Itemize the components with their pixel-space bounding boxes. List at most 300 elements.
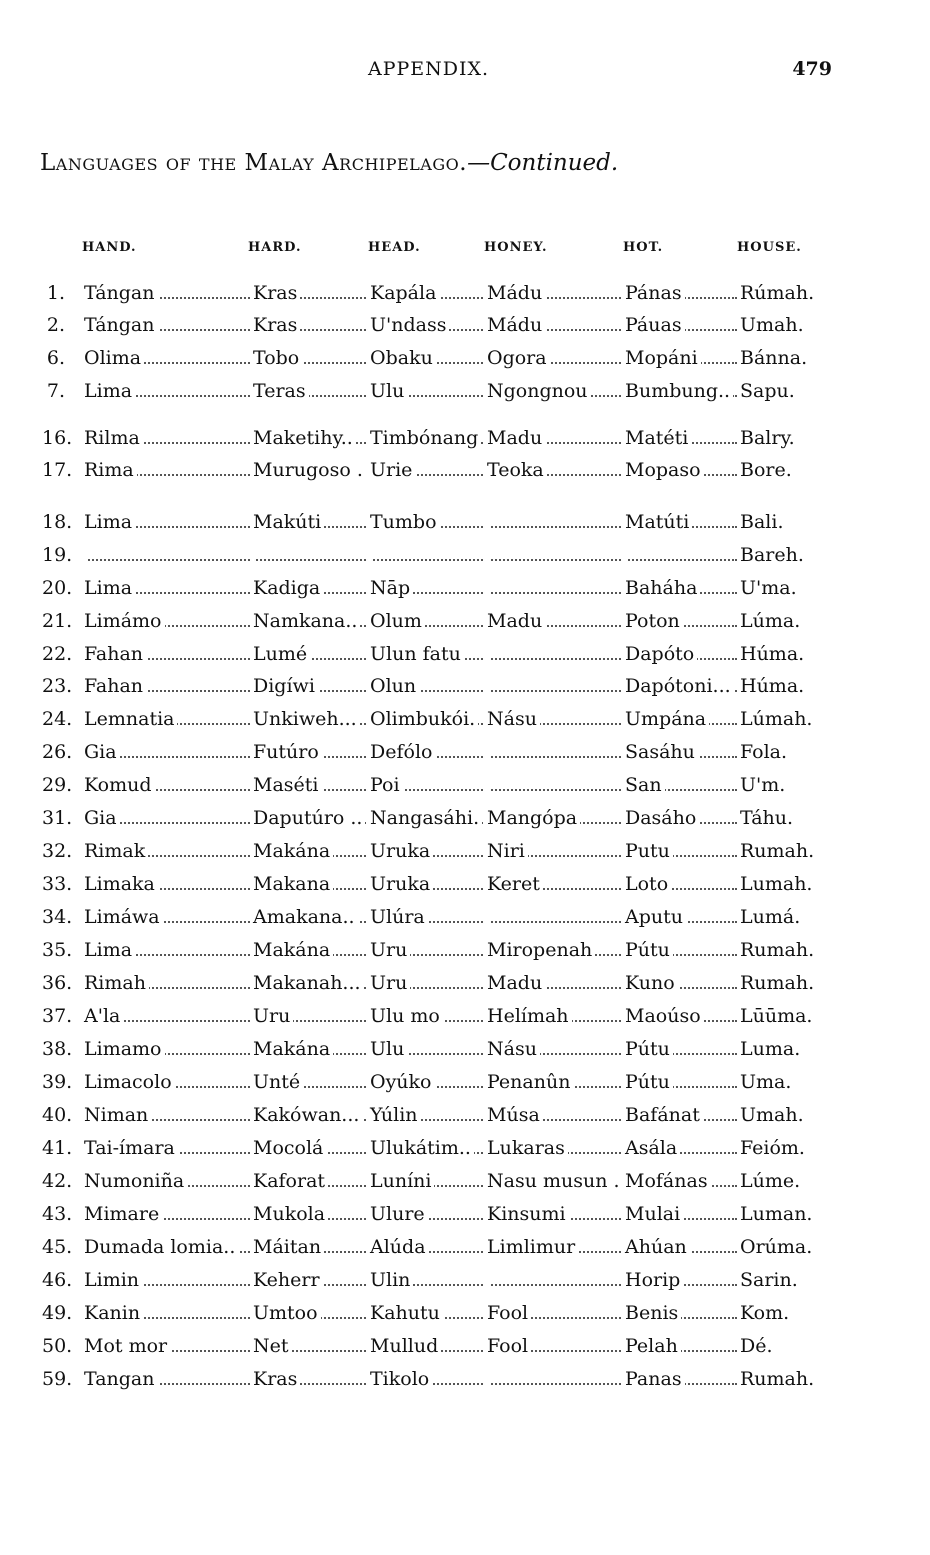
cell-head-text: Uru: [370, 939, 410, 961]
cell-house: [740, 1067, 850, 1097]
cell-hand: [84, 737, 252, 767]
cell-honey-text: [487, 1368, 490, 1390]
row-number: [42, 869, 73, 899]
row-number-text: 18.: [42, 511, 75, 533]
cell-honey: [487, 1166, 623, 1196]
cell-head-text: U'ndass: [370, 314, 449, 336]
table-row: [0, 671, 930, 701]
row-number: [42, 935, 73, 965]
cell-honey-text: Madu: [487, 610, 545, 632]
cell-hand: [84, 455, 252, 485]
cell-hand-text: Tángan: [84, 282, 158, 304]
cell-honey: [487, 869, 623, 899]
cell-hard: [253, 1199, 368, 1229]
cell-hot-text: Asála: [625, 1137, 680, 1159]
cell-hand-text: Lemnatia: [84, 708, 177, 730]
cell-head-text: Ulu: [370, 1038, 407, 1060]
cell-honey-text: [487, 643, 490, 665]
cell-hard: [253, 902, 368, 932]
row-number-text: 41.: [42, 1137, 75, 1159]
cell-hot-text: Mopaso: [625, 459, 704, 481]
cell-hot: [625, 1331, 739, 1361]
cell-hand: [84, 1067, 252, 1097]
cell-hot: [625, 573, 739, 603]
row-number-text: 34.: [42, 906, 75, 928]
cell-honey-text: Kinsumi: [487, 1203, 569, 1225]
table-row: [0, 1232, 930, 1262]
cell-house: [740, 803, 850, 833]
cell-hot: [625, 1265, 739, 1295]
cell-house-text: Bore.: [740, 459, 795, 481]
cell-head-text: Uruka: [370, 873, 433, 895]
cell-hard: [253, 803, 368, 833]
cell-hard: [253, 1133, 368, 1163]
cell-hard: [253, 671, 368, 701]
row-number: [42, 902, 73, 932]
cell-hard-text: Máitan: [253, 1236, 324, 1258]
cell-hand-text: Tai-ímara: [84, 1137, 178, 1159]
cell-hard: [253, 343, 368, 373]
cell-hard: [253, 573, 368, 603]
cell-hot: [625, 1001, 739, 1031]
cell-hard-text: Makúti: [253, 511, 324, 533]
cell-honey-text: Mádu: [487, 314, 545, 336]
cell-hot: [625, 704, 739, 734]
row-number: [42, 455, 73, 485]
row-number: [42, 1166, 73, 1196]
row-number-text: 35.: [42, 939, 75, 961]
cell-house-text: Rumah.: [740, 1368, 817, 1390]
cell-head: [370, 1232, 485, 1262]
cell-hot-text: Poton: [625, 610, 683, 632]
cell-hard-text: Keherr: [253, 1269, 323, 1291]
cell-honey: [487, 1364, 623, 1394]
cell-honey: [487, 639, 623, 669]
cell-hand: [84, 376, 252, 406]
cell-hot-text: Dapóto: [625, 643, 697, 665]
cell-hand-text: Fahan: [84, 643, 146, 665]
cell-hot-text: Mofánas: [625, 1170, 711, 1192]
cell-house-text: Bareh.: [740, 544, 807, 566]
table-row: [0, 507, 930, 537]
cell-head-text: Olun: [370, 675, 419, 697]
cell-honey: [487, 1265, 623, 1295]
cell-hot: [625, 869, 739, 899]
row-number: [42, 1034, 73, 1064]
cell-hot: [625, 968, 739, 998]
cell-hot: [625, 310, 739, 340]
cell-hard: [253, 1166, 368, 1196]
row-number: [42, 1133, 73, 1163]
cell-honey: [487, 423, 623, 453]
cell-hand-text: Mimare: [84, 1203, 162, 1225]
cell-hot-text: Maoúso: [625, 1005, 704, 1027]
cell-hot: [625, 423, 739, 453]
cell-head: [370, 310, 485, 340]
cell-hand-text: Fahan: [84, 675, 146, 697]
cell-house-text: Táhu.: [740, 807, 796, 829]
column-header-honey: HONEY.: [484, 240, 548, 255]
cell-hot-text: Mulai: [625, 1203, 683, 1225]
cell-house-text: Bánna.: [740, 347, 810, 369]
table-row: [0, 869, 930, 899]
cell-head: [370, 1001, 485, 1031]
cell-honey-text: [487, 577, 490, 599]
cell-head: [370, 1034, 485, 1064]
cell-house-text: Lumá.: [740, 906, 803, 928]
cell-honey-text: Teoka: [487, 459, 547, 481]
cell-honey: [487, 455, 623, 485]
table-row: [0, 1331, 930, 1361]
cell-hand: [84, 423, 252, 453]
cell-hand-text: Mot mor: [84, 1335, 170, 1357]
table-row: [0, 310, 930, 340]
cell-hot-text: Matéti: [625, 427, 691, 449]
cell-head: [370, 278, 485, 308]
cell-honey: [487, 606, 623, 636]
cell-hard-text: Futúro: [253, 741, 322, 763]
cell-hard: [253, 869, 368, 899]
cell-house: [740, 423, 850, 453]
cell-hand: [84, 1265, 252, 1295]
cell-honey-text: Madu: [487, 427, 545, 449]
cell-hard-text: Kras: [253, 1368, 300, 1390]
cell-hand: [84, 507, 252, 537]
row-number-text: 1.: [47, 282, 68, 304]
cell-house-text: Rumah.: [740, 939, 817, 961]
cell-hot: [625, 1133, 739, 1163]
row-number: [42, 343, 68, 373]
cell-head: [370, 671, 485, 701]
cell-head-text: Kahutu: [370, 1302, 443, 1324]
row-number: [42, 1298, 73, 1328]
cell-head-text: Ulin: [370, 1269, 413, 1291]
cell-honey: [487, 1199, 623, 1229]
cell-hard: [253, 1100, 368, 1130]
cell-hard: [253, 1331, 368, 1361]
cell-honey-text: Músa: [487, 1104, 543, 1126]
row-number: [42, 704, 73, 734]
cell-head-text: Yúlin: [370, 1104, 421, 1126]
cell-hand-text: Dumada lomia..: [84, 1236, 238, 1258]
cell-hard-text: Umtoo: [253, 1302, 321, 1324]
cell-house: [740, 1364, 850, 1394]
row-number: [42, 1100, 73, 1130]
cell-honey: [487, 803, 623, 833]
cell-hot-text: Kuno: [625, 972, 678, 994]
cell-honey-text: Helímah: [487, 1005, 572, 1027]
cell-head-text: Ulukátim..: [370, 1137, 474, 1159]
cell-hot-text: Aputu: [625, 906, 686, 928]
cell-head-text: Nāp: [370, 577, 413, 599]
cell-head: [370, 1133, 485, 1163]
cell-honey-text: [487, 774, 490, 796]
cell-hot: [625, 1364, 739, 1394]
cell-house: [740, 869, 850, 899]
cell-head: [370, 1199, 485, 1229]
cell-hard-text: Kras: [253, 314, 300, 336]
cell-house: [740, 1199, 850, 1229]
cell-hand: [84, 968, 252, 998]
cell-hard: [253, 606, 368, 636]
cell-hand: [84, 343, 252, 373]
cell-hot-text: Ahúan: [625, 1236, 690, 1258]
running-head: [0, 58, 930, 84]
cell-house-text: Dé.: [740, 1335, 776, 1357]
cell-hand: [84, 935, 252, 965]
page-number: 479: [792, 58, 832, 80]
cell-hard: [253, 704, 368, 734]
table-row: [0, 737, 930, 767]
row-number-text: 45.: [42, 1236, 75, 1258]
cell-house: [740, 671, 850, 701]
cell-hand: [84, 1034, 252, 1064]
cell-hot-text: Dapótoni...: [625, 675, 734, 697]
cell-hot-text: Horip: [625, 1269, 683, 1291]
cell-honey: [487, 1067, 623, 1097]
cell-hard-text: Lumé: [253, 643, 310, 665]
cell-head: [370, 1265, 485, 1295]
table-row: [0, 1133, 930, 1163]
cell-head: [370, 1067, 485, 1097]
cell-head: [370, 606, 485, 636]
cell-house: [740, 1034, 850, 1064]
cell-hard: [253, 935, 368, 965]
cell-house: [740, 1265, 850, 1295]
cell-head: [370, 704, 485, 734]
cell-hard-text: Namkana..: [253, 610, 360, 632]
row-number: [42, 310, 68, 340]
cell-hand-text: Tangan: [84, 1368, 158, 1390]
cell-hard: [253, 310, 368, 340]
cell-honey-text: [487, 544, 490, 566]
cell-house-text: Feióm.: [740, 1137, 808, 1159]
cell-hand-text: [84, 544, 87, 566]
cell-house-text: Sarin.: [740, 1269, 801, 1291]
cell-hot: [625, 343, 739, 373]
cell-hot: [625, 455, 739, 485]
cell-honey-text: Ogora: [487, 347, 550, 369]
cell-hand-text: Kanin: [84, 1302, 143, 1324]
cell-hot: [625, 1067, 739, 1097]
cell-hand-text: Limámo: [84, 610, 165, 632]
cell-hand-text: Niman: [84, 1104, 151, 1126]
cell-honey: [487, 968, 623, 998]
row-number-text: 33.: [42, 873, 75, 895]
table-row: [0, 902, 930, 932]
row-number: [42, 639, 73, 669]
cell-head: [370, 540, 485, 570]
row-number: [42, 376, 68, 406]
row-number: [42, 1067, 73, 1097]
cell-honey-text: [487, 906, 490, 928]
cell-head-text: Oyúko: [370, 1071, 435, 1093]
cell-hand: [84, 1364, 252, 1394]
cell-hand-text: Rilma: [84, 427, 143, 449]
row-number-text: 39.: [42, 1071, 75, 1093]
cell-hard: [253, 1067, 368, 1097]
cell-honey: [487, 836, 623, 866]
cell-head-text: Urie: [370, 459, 415, 481]
cell-hard-text: Tobo: [253, 347, 302, 369]
cell-honey: [487, 1001, 623, 1031]
table-row: [0, 573, 930, 603]
cell-house: [740, 704, 850, 734]
cell-head-text: Ulu: [370, 380, 407, 402]
cell-head-text: Kapála: [370, 282, 439, 304]
cell-hot: [625, 902, 739, 932]
cell-house-text: Fola.: [740, 741, 790, 763]
cell-hot-text: Pelah: [625, 1335, 681, 1357]
cell-hard: [253, 1364, 368, 1394]
cell-hot-text: San: [625, 774, 665, 796]
cell-hard-text: Makána: [253, 840, 333, 862]
cell-house: [740, 606, 850, 636]
cell-head: [370, 803, 485, 833]
row-number-text: 19.: [42, 544, 75, 566]
cell-honey-text: Fool: [487, 1335, 531, 1357]
cell-hot: [625, 1232, 739, 1262]
cell-honey: [487, 902, 623, 932]
cell-hot: [625, 737, 739, 767]
row-number-text: 6.: [47, 347, 68, 369]
cell-honey-text: Mangópa: [487, 807, 580, 829]
cell-hot: [625, 606, 739, 636]
column-header-head: HEAD.: [368, 240, 421, 255]
cell-honey: [487, 343, 623, 373]
cell-hard-text: Kakówan...: [253, 1104, 362, 1126]
cell-head-text: Mullud: [370, 1335, 441, 1357]
cell-honey: [487, 1232, 623, 1262]
row-number: [42, 423, 73, 453]
cell-hand-text: Limaka: [84, 873, 158, 895]
cell-honey: [487, 1034, 623, 1064]
cell-honey: [487, 1298, 623, 1328]
cell-hot: [625, 935, 739, 965]
cell-hand: [84, 1133, 252, 1163]
cell-hard: [253, 376, 368, 406]
cell-hard-text: Digíwi: [253, 675, 318, 697]
cell-hard-text: Makána: [253, 939, 333, 961]
cell-hot: [625, 540, 739, 570]
cell-honey-text: Lukaras: [487, 1137, 568, 1159]
cell-house-text: Rúmah.: [740, 282, 817, 304]
cell-hand: [84, 770, 252, 800]
table-row: [0, 803, 930, 833]
cell-hard-text: Makána: [253, 1038, 333, 1060]
cell-hand: [84, 1232, 252, 1262]
cell-honey-text: Násu: [487, 708, 540, 730]
cell-hot-text: [625, 544, 628, 566]
cell-hard: [253, 639, 368, 669]
cell-head-text: Ulu mo: [370, 1005, 443, 1027]
cell-hand: [84, 1199, 252, 1229]
table-row: [0, 1265, 930, 1295]
cell-hand: [84, 1001, 252, 1031]
table-row: [0, 1034, 930, 1064]
cell-hand: [84, 573, 252, 603]
row-number-text: 42.: [42, 1170, 75, 1192]
cell-house-text: Orúma.: [740, 1236, 815, 1258]
table-row: [0, 343, 930, 373]
cell-house-text: Umah.: [740, 314, 807, 336]
cell-hard: [253, 1298, 368, 1328]
row-number-text: 32.: [42, 840, 75, 862]
cell-hard-text: Unté: [253, 1071, 303, 1093]
cell-head-text: Ulure: [370, 1203, 428, 1225]
cell-honey: [487, 935, 623, 965]
row-number: [42, 606, 73, 636]
cell-hand-text: Rima: [84, 459, 137, 481]
column-header-hand: HAND.: [82, 240, 137, 255]
cell-honey-text: Ngongnou: [487, 380, 591, 402]
row-number: [42, 737, 73, 767]
cell-honey-text: Limlimur: [487, 1236, 578, 1258]
row-number: [42, 1001, 73, 1031]
row-number-text: 7.: [47, 380, 68, 402]
cell-hot: [625, 1166, 739, 1196]
cell-hand-text: Komud: [84, 774, 155, 796]
cell-head: [370, 737, 485, 767]
cell-hot: [625, 803, 739, 833]
cell-house: [740, 1100, 850, 1130]
table-row: [0, 1298, 930, 1328]
cell-head: [370, 1298, 485, 1328]
cell-head-text: Obaku: [370, 347, 436, 369]
cell-honey: [487, 737, 623, 767]
cell-house-text: Lumah.: [740, 873, 815, 895]
cell-hot-text: Bafánat: [625, 1104, 703, 1126]
cell-hand-text: Lima: [84, 380, 135, 402]
cell-head-text: Olum: [370, 610, 425, 632]
cell-honey: [487, 770, 623, 800]
cell-head: [370, 935, 485, 965]
cell-honey-text: Madu: [487, 972, 545, 994]
cell-hard-text: Maséti: [253, 774, 322, 796]
cell-head: [370, 639, 485, 669]
cell-honey: [487, 278, 623, 308]
cell-hard-text: Maketihy..: [253, 427, 356, 449]
table-row: [0, 770, 930, 800]
cell-hand: [84, 671, 252, 701]
cell-hot-text: Dasáho: [625, 807, 699, 829]
cell-hand-text: Olima: [84, 347, 144, 369]
cell-house-text: Lūūma.: [740, 1005, 815, 1027]
table-row: [0, 704, 930, 734]
cell-hand: [84, 310, 252, 340]
section-title: [40, 150, 618, 176]
cell-hand-text: Lima: [84, 577, 135, 599]
cell-head: [370, 455, 485, 485]
table-row: [0, 376, 930, 406]
table-row: [0, 278, 930, 308]
cell-hand: [84, 540, 252, 570]
cell-honey-text: [487, 1269, 490, 1291]
cell-hard: [253, 836, 368, 866]
cell-head: [370, 1364, 485, 1394]
row-number-text: 49.: [42, 1302, 75, 1324]
table-row: [0, 1166, 930, 1196]
cell-honey: [487, 1133, 623, 1163]
cell-head-text: Nangasáhi.: [370, 807, 482, 829]
cell-hot-text: Pánas: [625, 282, 685, 304]
cell-hard: [253, 1232, 368, 1262]
cell-head-text: Olimbukói.: [370, 708, 478, 730]
cell-hand: [84, 704, 252, 734]
cell-hard-text: Kaforat: [253, 1170, 328, 1192]
row-number-text: 22.: [42, 643, 75, 665]
cell-head-text: Timbónang: [370, 427, 481, 449]
